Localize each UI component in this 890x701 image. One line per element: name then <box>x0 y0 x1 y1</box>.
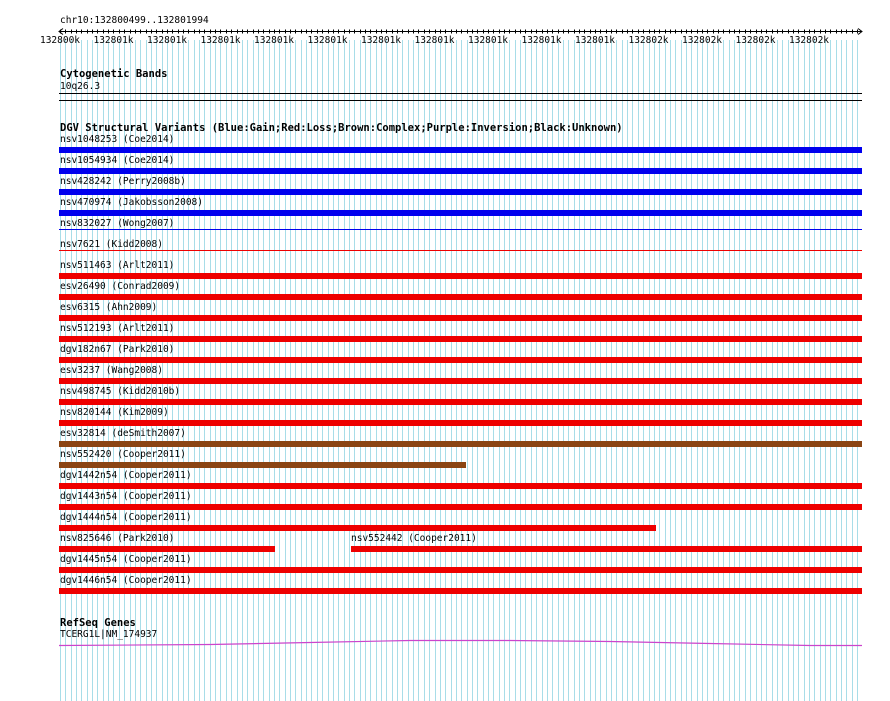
variant-bar[interactable] <box>59 210 862 216</box>
variant-label[interactable]: nsv511463 (Arlt2011) <box>60 260 175 271</box>
variant-label[interactable]: nsv832027 (Wong2007) <box>60 218 175 229</box>
variant-label[interactable]: dgv1446n54 (Cooper2011) <box>60 575 192 586</box>
variant-label[interactable]: nsv825646 (Park2010) <box>60 533 175 544</box>
ruler-tick-label: 132802k <box>788 35 830 46</box>
variant-bar[interactable] <box>59 441 862 447</box>
dgv-track-title: DGV Structural Variants (Blue:Gain;Red:Loss;Brown:Complex;Purple:Inversion;Black:Unknown) <box>60 122 623 134</box>
ruler-tick-label: 132801k <box>253 35 295 46</box>
ruler-tick-label: 132800k <box>39 35 81 46</box>
variant-label[interactable]: dgv182n67 (Park2010) <box>60 344 175 355</box>
variant-label[interactable]: dgv1444n54 (Cooper2011) <box>60 512 192 523</box>
variant-label[interactable]: esv32814 (deSmith2007) <box>60 428 186 439</box>
variant-bar[interactable] <box>59 567 862 573</box>
variant-bar[interactable] <box>59 546 275 552</box>
ruler-tick-label: 132801k <box>146 35 188 46</box>
variant-bar[interactable] <box>59 250 862 251</box>
ruler-tick-label: 132801k <box>414 35 455 46</box>
variant-bar[interactable] <box>59 588 862 594</box>
variant-bar[interactable] <box>59 294 862 300</box>
cytoband-line-top <box>59 93 862 94</box>
ruler-tick-label: 132801k <box>200 35 241 46</box>
variant-label[interactable]: dgv1443n54 (Cooper2011) <box>60 491 192 502</box>
ruler-tick-label: 132801k <box>360 35 402 46</box>
cytoband-track-title: Cytogenetic Bands <box>60 68 168 80</box>
variant-label[interactable]: esv3237 (Wang2008) <box>60 365 163 376</box>
variant-label[interactable]: nsv428242 (Perry2008b) <box>60 176 186 187</box>
ruler-tick-label: 132801k <box>467 35 509 46</box>
cytoband-label: 10q26.3 <box>60 81 101 92</box>
variant-label[interactable]: dgv1442n54 (Cooper2011) <box>60 470 192 481</box>
variant-bar[interactable] <box>59 273 862 279</box>
variant-bar[interactable] <box>59 189 862 195</box>
variant-label[interactable]: nsv1048253 (Coe2014) <box>60 134 175 145</box>
ruler-tick-label: 132802k <box>735 35 776 46</box>
variant-label[interactable]: nsv498745 (Kidd2010b) <box>60 386 181 397</box>
ruler-tick-label: 132801k <box>307 35 348 46</box>
refseq-gene-label[interactable]: TCERG1L|NM_174937 <box>60 629 158 640</box>
ruler-tick-label: 132802k <box>628 35 669 46</box>
variant-label[interactable]: nsv7621 (Kidd2008) <box>60 239 163 250</box>
locus-label: chr10:132800499..132801994 <box>60 15 209 26</box>
variant-bar[interactable] <box>59 504 862 510</box>
variant-label[interactable]: nsv820144 (Kim2009) <box>60 407 169 418</box>
variant-label[interactable]: dgv1445n54 (Cooper2011) <box>60 554 192 565</box>
refseq-track-title: RefSeq Genes <box>60 617 136 629</box>
variant-bar[interactable] <box>59 399 862 405</box>
variant-bar[interactable] <box>59 525 656 531</box>
ruler-tick-label: 132801k <box>574 35 616 46</box>
variant-label[interactable]: esv6315 (Ahn2009) <box>60 302 158 313</box>
variant-bar[interactable] <box>59 357 862 363</box>
variant-bar[interactable] <box>59 168 862 174</box>
ruler-tick-label: 132801k <box>93 35 134 46</box>
variant-bar[interactable] <box>59 483 862 489</box>
ruler-tick-label: 132802k <box>681 35 723 46</box>
variant-label[interactable]: esv26490 (Conrad2009) <box>60 281 181 292</box>
ruler-tick-label: 132801k <box>521 35 562 46</box>
variant-label[interactable]: nsv552420 (Cooper2011) <box>60 449 186 460</box>
variant-label[interactable]: nsv512193 (Arlt2011) <box>60 323 175 334</box>
variant-label[interactable]: nsv470974 (Jakobsson2008) <box>60 197 203 208</box>
variant-label[interactable]: nsv1054934 (Coe2014) <box>60 155 175 166</box>
variant-bar[interactable] <box>59 147 862 153</box>
variant-bar[interactable] <box>59 229 862 230</box>
variant-bar[interactable] <box>351 546 862 552</box>
variant-bar[interactable] <box>59 378 862 384</box>
gene-line[interactable] <box>59 641 862 646</box>
variant-bar[interactable] <box>59 336 862 342</box>
variant-bar[interactable] <box>59 462 466 468</box>
variant-label[interactable]: nsv552442 (Cooper2011) <box>351 533 477 544</box>
variant-bar[interactable] <box>59 420 862 426</box>
cytoband-line-bottom <box>59 100 862 101</box>
variant-bar[interactable] <box>59 315 862 321</box>
